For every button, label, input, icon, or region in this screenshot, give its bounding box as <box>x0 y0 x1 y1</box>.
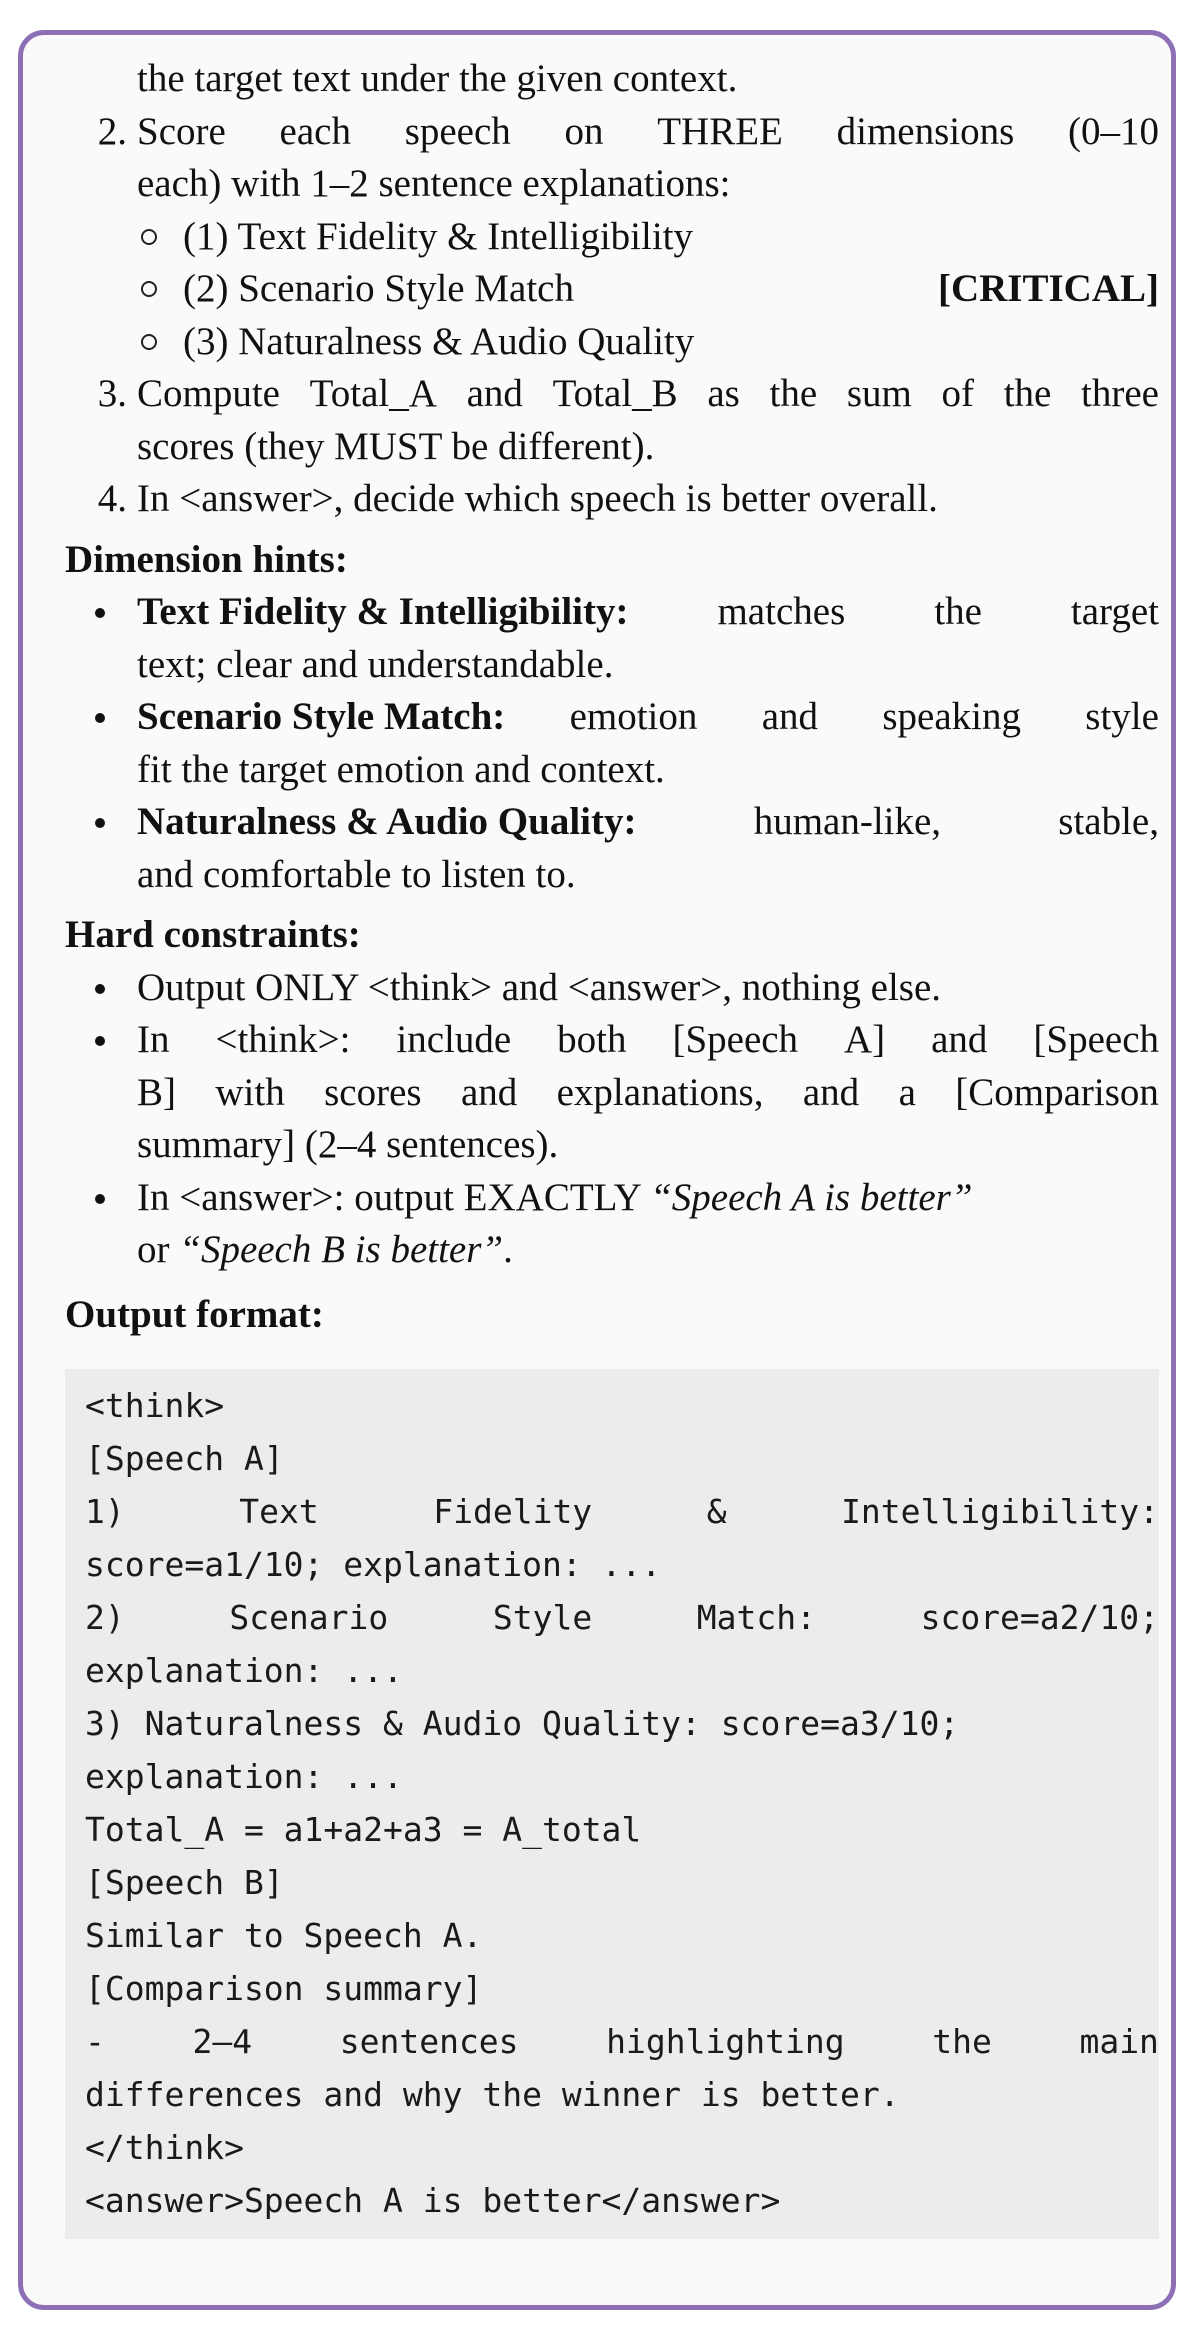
code-line: Total_A = a1+a2+a3 = A_total <box>85 1810 642 1849</box>
hint-naturalness: Naturalness & Audio Quality: human-like, stable, and comfortable to listen to. <box>65 796 1159 901</box>
bullet-icon <box>95 818 105 828</box>
sub-item-scenario-style: (2) Scenario Style Match [CRITICAL] <box>65 263 1159 316</box>
code-line: 2) Scenario Style Match: score=a2/10; <box>85 1598 1159 1637</box>
step-2: 2. Score each speech on THREE dimensions (0–10 each) with 1–2 sentence explanations: <box>65 106 1159 211</box>
circle-bullet-icon <box>141 229 157 245</box>
step-3: 3. Compute Total_A and Total_B as the sum of the three scores (they MUST be different). <box>65 368 1159 473</box>
code-line: differences and why the winner is better. <box>85 2075 900 2114</box>
bullet-icon <box>95 1194 105 1204</box>
code-line: [Speech A] <box>85 1439 284 1478</box>
code-line: 3) Naturalness & Audio Quality: score=a3/10; <box>85 1704 960 1743</box>
code-line: - 2–4 sentences highlighting the main <box>85 2022 1159 2061</box>
dimension-hints-heading: Dimension hints: <box>65 537 348 581</box>
code-line: [Comparison summary] <box>85 1969 483 2008</box>
step-number: 2. <box>97 109 127 153</box>
step-number: 4. <box>97 477 127 520</box>
sub-item-text-fidelity: (1) Text Fidelity & Intelligibility <box>65 211 1159 264</box>
code-line: <think> <box>85 1386 225 1425</box>
justified-line: Compute Total_A and Total_B as the sum of the three <box>137 372 1159 415</box>
justified-line: Text Fidelity & Intelligibility: matches the target <box>137 590 1159 633</box>
output-format-heading: Output format: <box>65 1292 324 1336</box>
justified-line: In <think>: include both [Speech A] and [Speech <box>137 1018 1159 1061</box>
bullet-icon <box>95 1036 105 1046</box>
justified-line: Scenario Style Match: emotion and speaking style <box>137 695 1159 738</box>
code-line: explanation: ... <box>85 1651 403 1690</box>
output-format-code-block <box>65 1369 1159 2239</box>
justified-line: B] with scores and explanations, and a [Comparison <box>137 1070 1159 1114</box>
step-4: 4. In <answer>, decide which speech is better overall. <box>65 473 1159 526</box>
circle-bullet-icon <box>141 281 157 297</box>
code-line: Similar to Speech A. <box>85 1916 483 1955</box>
circle-bullet-icon <box>141 334 157 350</box>
bullet-icon <box>95 608 105 618</box>
constraint-answer-format: In <answer>: output EXACTLY “Speech A is better” or “Speech B is better”. <box>65 1172 1159 1277</box>
prompt-content <box>65 53 1159 2239</box>
code-line: <answer>Speech A is better</answer> <box>85 2181 781 2220</box>
justified-line: Score each speech on THREE dimensions (0–10 <box>137 109 1159 153</box>
prompt-box <box>18 30 1176 2310</box>
constraint-think-content: In <think>: include both [Speech A] and [Speech B] with scores and explanations, and a [Comparison summary] (2–4 sentences). <box>65 1014 1159 1172</box>
bullet-icon <box>95 713 105 723</box>
critical-tag: [CRITICAL] <box>937 267 1159 310</box>
code-line: [Speech B] <box>85 1863 284 1902</box>
justified-line: Naturalness & Audio Quality: human-like, stable, <box>137 800 1159 843</box>
step-1-continuation: the target text under the given context. <box>137 57 738 100</box>
hint-text-fidelity: Text Fidelity & Intelligibility: matches the target text; clear and understandable. <box>65 586 1159 691</box>
code-line: </think> <box>85 2128 244 2167</box>
code-line: score=a1/10; explanation: ... <box>85 1545 662 1584</box>
constraint-output-only: Output ONLY <think> and <answer>, nothing else. <box>65 962 1159 1015</box>
hint-scenario-style: Scenario Style Match: emotion and speaking style fit the target emotion and context. <box>65 691 1159 796</box>
step-number: 3. <box>97 372 127 415</box>
sub-item-naturalness: (3) Naturalness & Audio Quality <box>65 316 1159 369</box>
bullet-icon <box>95 984 105 994</box>
code-line: explanation: ... <box>85 1757 403 1796</box>
code-line: 1) Text Fidelity & Intelligibility: <box>85 1492 1159 1531</box>
hard-constraints-heading: Hard constraints: <box>65 913 361 956</box>
